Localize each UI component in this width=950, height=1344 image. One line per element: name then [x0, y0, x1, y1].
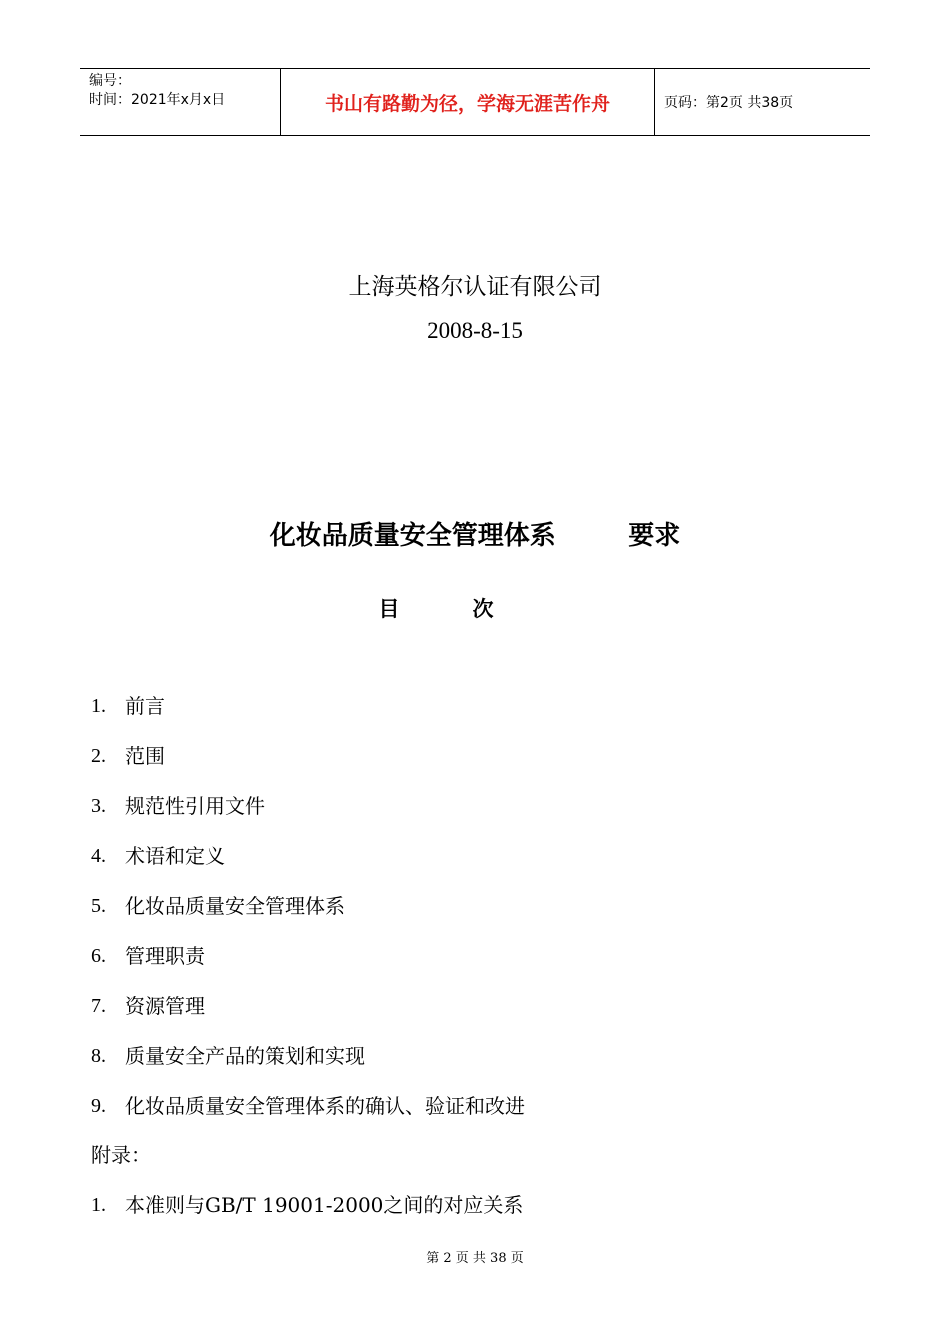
toc-item[interactable] — [91, 990, 525, 1040]
header-time-label: 时间：2021年x月x日 — [89, 92, 226, 108]
toc-item-number: 5. — [91, 895, 106, 917]
toc-item[interactable] — [91, 740, 525, 790]
toc-item-text: 化妆品质量安全管理体系的确认、验证和改进 — [125, 1094, 525, 1118]
toc-item-number: 3. — [91, 795, 106, 817]
toc-item-text: 术语和定义 — [125, 844, 225, 868]
header-page-info-cell — [655, 69, 870, 135]
appendix-item-number: 1. — [91, 1194, 106, 1216]
toc-item-number: 6. — [91, 945, 106, 967]
toc-item[interactable] — [91, 1090, 525, 1140]
header-number-label: 编号： — [89, 73, 131, 89]
document-date: 2008-8-15 — [427, 318, 523, 343]
header-motto-cell — [281, 69, 655, 135]
toc-item-number: 9. — [91, 1095, 106, 1117]
page-footer: 第 2 页 共 38 页 — [426, 1251, 524, 1266]
toc-item[interactable] — [91, 890, 525, 940]
header-page-info: 页码：第2页 共38页 — [664, 95, 794, 111]
toc-item-text: 前言 — [125, 694, 165, 718]
header-motto: 书山有路勤为径，学海无涯苦作舟 — [324, 92, 610, 115]
toc-item[interactable] — [91, 690, 525, 740]
toc-item-number: 1. — [91, 695, 106, 717]
toc-item-text: 化妆品质量安全管理体系 — [125, 894, 345, 918]
toc-item-text: 管理职责 — [125, 944, 205, 968]
toc-item-text: 资源管理 — [125, 994, 205, 1018]
toc-title: 目 次 — [378, 597, 494, 621]
toc-item[interactable] — [91, 1040, 525, 1090]
company-name: 上海英格尔认证有限公司 — [348, 274, 602, 300]
appendix-item[interactable] — [91, 1189, 523, 1239]
toc-item[interactable] — [91, 790, 525, 840]
appendix-item-text: 本准则与GB/T 19001-2000之间的对应关系 — [125, 1193, 524, 1217]
appendix-list — [91, 1189, 523, 1239]
header-meta — [80, 69, 281, 135]
toc-list — [91, 690, 525, 1140]
document-title: 化妆品质量安全管理体系 要求 — [269, 521, 681, 551]
toc-item-number: 7. — [91, 995, 106, 1017]
toc-item-text: 规范性引用文件 — [125, 794, 265, 818]
toc-item[interactable] — [91, 940, 525, 990]
toc-item-text: 质量安全产品的策划和实现 — [125, 1044, 365, 1068]
toc-item[interactable] — [91, 840, 525, 890]
appendix-label: 附录： — [91, 1143, 151, 1167]
toc-item-number: 2. — [91, 745, 106, 767]
page-header — [80, 68, 870, 136]
toc-item-text: 范围 — [125, 744, 165, 768]
toc-item-number: 8. — [91, 1045, 106, 1067]
toc-item-number: 4. — [91, 845, 106, 867]
